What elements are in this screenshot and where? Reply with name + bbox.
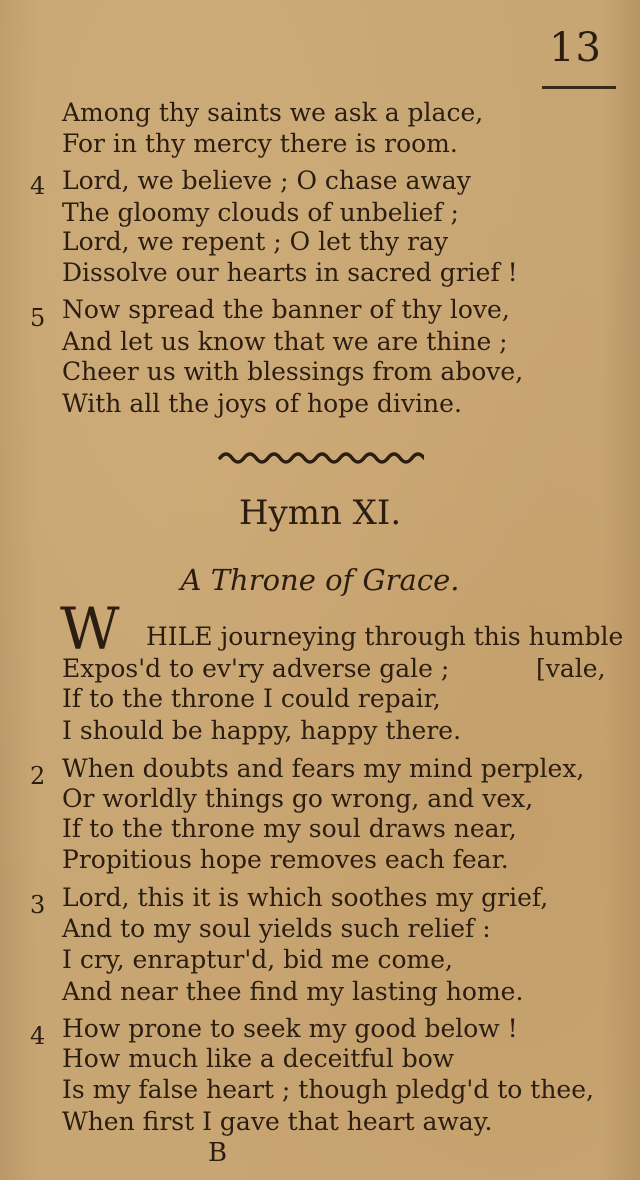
verse-line: Among thy saints we ask a place, <box>62 98 484 127</box>
ornament-divider <box>218 448 424 466</box>
drop-cap: W <box>60 595 120 663</box>
verse-line: Lord, this it is which soothes my grief, <box>62 883 549 912</box>
verse-line: If to the throne my soul draws near, <box>62 814 517 843</box>
stanza-number: 2 <box>30 762 46 790</box>
signature-mark: B <box>208 1138 228 1168</box>
verse-line: How much like a deceitful bow <box>62 1044 455 1073</box>
verse-line: With all the joys of hope divine. <box>62 389 462 418</box>
hymn-subtitle: A Throne of Grace. <box>180 563 460 597</box>
turnover-word: [vale, <box>536 654 606 683</box>
verse-line: Dissolve our hearts in sacred grief ! <box>62 258 518 287</box>
verse-line: Or worldly things go wrong, and vex, <box>62 784 534 813</box>
header-rule <box>542 86 616 89</box>
verse-line: And near thee find my lasting home. <box>62 977 524 1006</box>
verse-line: And to my soul yields such relief : <box>62 914 491 943</box>
verse-line: When first I gave that heart away. <box>62 1107 493 1136</box>
verse-line: Lord, we believe ; O chase away <box>62 166 471 195</box>
verse-line: When doubts and fears my mind perplex, <box>62 754 585 783</box>
stanza-number: 3 <box>30 891 46 919</box>
verse-line: Lord, we repent ; O let thy ray <box>62 227 449 256</box>
verse-line: I cry, enraptur'd, bid me come, <box>62 945 453 974</box>
verse-line: Cheer us with blessings from above, <box>62 357 524 386</box>
page-number: 13 <box>549 25 602 71</box>
verse-line: I should be happy, happy there. <box>62 716 462 745</box>
hymn-title: Hymn XI. <box>238 493 402 533</box>
verse-line: HILE journeying through this humble <box>146 622 624 651</box>
verse-line: The gloomy clouds of unbelief ; <box>62 198 459 227</box>
verse-line: If to the throne I could repair, <box>62 684 441 713</box>
verse-line: Expos'd to ev'ry adverse gale ; <box>62 654 450 683</box>
verse-line: And let us know that we are thine ; <box>62 327 508 356</box>
verse-line: Is my false heart ; though pledg'd to thee, <box>62 1075 594 1104</box>
verse-line: Propitious hope removes each fear. <box>62 845 509 874</box>
stanza-number: 5 <box>30 304 46 332</box>
verse-line: How prone to seek my good below ! <box>62 1014 518 1043</box>
verse-line: For in thy mercy there is room. <box>62 129 458 158</box>
stanza-number: 4 <box>30 1022 46 1050</box>
verse-line: Now spread the banner of thy love, <box>62 295 510 324</box>
stanza-number: 4 <box>30 172 46 200</box>
